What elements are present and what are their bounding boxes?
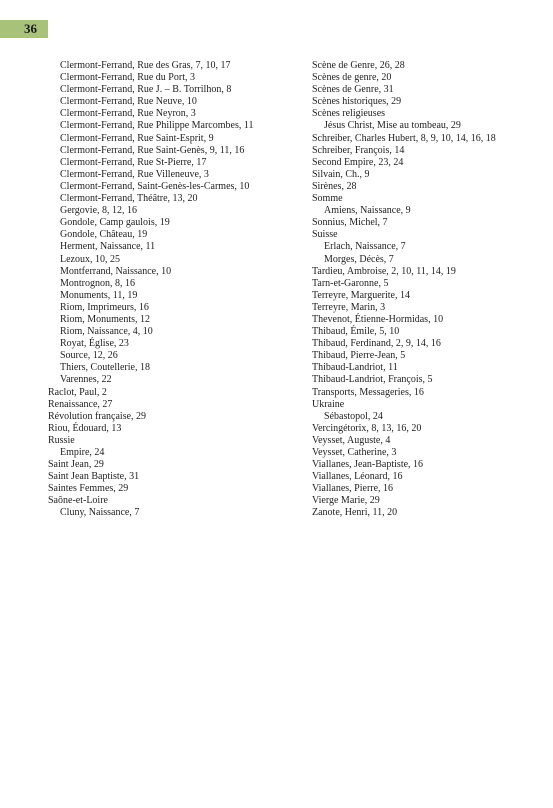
index-entry: Transports, Messageries, 16 xyxy=(312,386,424,398)
index-entry: Tarn-et-Garonne, 5 xyxy=(312,277,389,289)
index-entry: Scènes de genre, 20 xyxy=(312,72,392,84)
index-entry: Veysset, Auguste, 4 xyxy=(312,434,391,446)
index-entry: Zanote, Henri, 11, 20 xyxy=(312,507,398,519)
index-entry: Thibaud-Landriot, 11 xyxy=(312,362,398,374)
index-entry: Saône-et-Loire xyxy=(48,495,108,507)
index-entry: Viallanes, Pierre, 16 xyxy=(312,483,394,495)
index-subentry: Thiers, Coutellerie, 18 xyxy=(60,362,150,374)
index-subentry: Clermont-Ferrand, Rue Saint-Genès, 9, 11, 16 xyxy=(60,144,245,156)
index-column-left xyxy=(48,60,288,520)
index-subentry: Clermont-Ferrand, Rue J. – B. Torrilhon, 8 xyxy=(60,84,232,96)
index-entry: Schreiber, François, 14 xyxy=(312,144,405,156)
index-subentry: Monuments, 11, 19 xyxy=(60,289,138,301)
index-entry: Second Empire, 23, 24 xyxy=(312,156,404,168)
index-subentry: Riom, Monuments, 12 xyxy=(60,313,151,325)
index-subentry: Clermont-Ferrand, Rue du Port, 3 xyxy=(60,72,195,84)
index-entry: Ukraine xyxy=(312,398,345,410)
index-column-right xyxy=(312,60,542,520)
index-entry: Thevenot, Étienne-Hormidas, 10 xyxy=(312,313,444,325)
index-subentry: Gondole, Château, 19 xyxy=(60,229,148,241)
index-subentry: Clermont-Ferrand, Rue Villeneuve, 3 xyxy=(60,168,209,180)
index-entry: Sirènes, 28 xyxy=(312,180,357,192)
index-entry: Suisse xyxy=(312,229,338,241)
index-subentry: Royat, Église, 23 xyxy=(60,338,129,350)
index-entry: Raclot, Paul, 2 xyxy=(48,386,107,398)
index-entry: Veysset, Catherine, 3 xyxy=(312,447,397,458)
index-subentry: Riom, Imprimeurs, 16 xyxy=(60,301,149,313)
index-entry: Tardieu, Ambroise, 2, 10, 11, 14, 19 xyxy=(312,265,456,277)
index-subentry: Erlach, Naissance, 7 xyxy=(324,241,406,253)
index-entry: Terreyre, Marguerite, 14 xyxy=(312,289,410,301)
index-entry: Schreiber, Charles Hubert, 8, 9, 10, 14, 16, 18 xyxy=(312,132,496,144)
index-entry: Révolution française, 29 xyxy=(48,410,147,422)
index-subentry: Lezoux, 10, 25 xyxy=(60,253,120,265)
index-entry: Thibaud, Ferdinand, 2, 9, 14, 16 xyxy=(312,338,441,350)
index-entry: Viallanes, Jean-Baptiste, 16 xyxy=(312,459,424,471)
index-subentry: Clermont-Ferrand, Rue des Gras, 7, 10, 17 xyxy=(60,60,231,71)
index-entry: Vierge Marie, 29 xyxy=(312,495,380,507)
index-entry: Scènes de Genre, 31 xyxy=(312,84,394,96)
index-entry: Somme xyxy=(312,193,343,205)
index-entry: Viallanes, Léonard, 16 xyxy=(312,471,403,483)
index-entry: Thibaud, Émile, 5, 10 xyxy=(312,326,400,338)
index-entry: Scène de Genre, 26, 28 xyxy=(312,60,405,71)
index-entry: Sonnius, Michel, 7 xyxy=(312,217,388,229)
index-entry: Silvain, Ch., 9 xyxy=(312,168,370,180)
index-subentry: Clermont-Ferrand, Théâtre, 13, 20 xyxy=(60,193,198,205)
index-subentry: Morges, Décès, 7 xyxy=(324,253,394,265)
index-entry: Saintes Femmes, 29 xyxy=(48,483,129,495)
index-entry: Thibaud-Landriot, François, 5 xyxy=(312,374,433,386)
index-entry: Renaissance, 27 xyxy=(48,398,113,410)
index-subentry: Montrognon, 8, 16 xyxy=(60,277,135,289)
index-subentry: Riom, Naissance, 4, 10 xyxy=(60,326,153,338)
index-subentry: Sébastopol, 24 xyxy=(324,410,383,422)
index-entry: Terreyre, Marin, 3 xyxy=(312,301,386,313)
index-subentry: Gondole, Camp gaulois, 19 xyxy=(60,217,170,229)
index-subentry: Clermont-Ferrand, Rue Neuve, 10 xyxy=(60,96,197,108)
index-subentry: Clermont-Ferrand, Saint-Genès-les-Carmes, 10 xyxy=(60,180,250,192)
index-entry: Scènes historiques, 29 xyxy=(312,96,402,108)
index-subentry: Clermont-Ferrand, Rue Neyron, 3 xyxy=(60,108,196,120)
index-entry: Saint Jean, 29 xyxy=(48,459,104,471)
index-subentry: Clermont-Ferrand, Rue Philippe Marcombes, 11 xyxy=(60,120,254,132)
index-entry: Scènes religieuses xyxy=(312,108,386,120)
index-entry: Riou, Édouard, 13 xyxy=(48,422,122,434)
index-subentry: Empire, 24 xyxy=(60,447,105,458)
index-entry: Vercingétorix, 8, 13, 16, 20 xyxy=(312,422,422,434)
index-entry: Russie xyxy=(48,434,75,446)
index-subentry: Montferrand, Naissance, 10 xyxy=(60,265,172,277)
page-number: 36 xyxy=(0,20,48,38)
index-subentry: Cluny, Naissance, 7 xyxy=(60,507,140,519)
index-subentry: Clermont-Ferrand, Rue Saint-Esprit, 9 xyxy=(60,132,214,144)
index-entry: Thibaud, Pierre-Jean, 5 xyxy=(312,350,406,362)
index-subentry: Source, 12, 26 xyxy=(60,350,118,362)
index-subentry: Herment, Naissance, 11 xyxy=(60,241,156,253)
index-entry: Saint Jean Baptiste, 31 xyxy=(48,471,140,483)
index-subentry: Gergovie, 8, 12, 16 xyxy=(60,205,138,217)
index-subentry: Varennes, 22 xyxy=(60,374,112,386)
index-subentry: Jésus Christ, Mise au tombeau, 29 xyxy=(324,120,461,132)
index-subentry: Amiens, Naissance, 9 xyxy=(324,205,411,217)
index-subentry: Clermont-Ferrand, Rue St-Pierre, 17 xyxy=(60,156,207,168)
